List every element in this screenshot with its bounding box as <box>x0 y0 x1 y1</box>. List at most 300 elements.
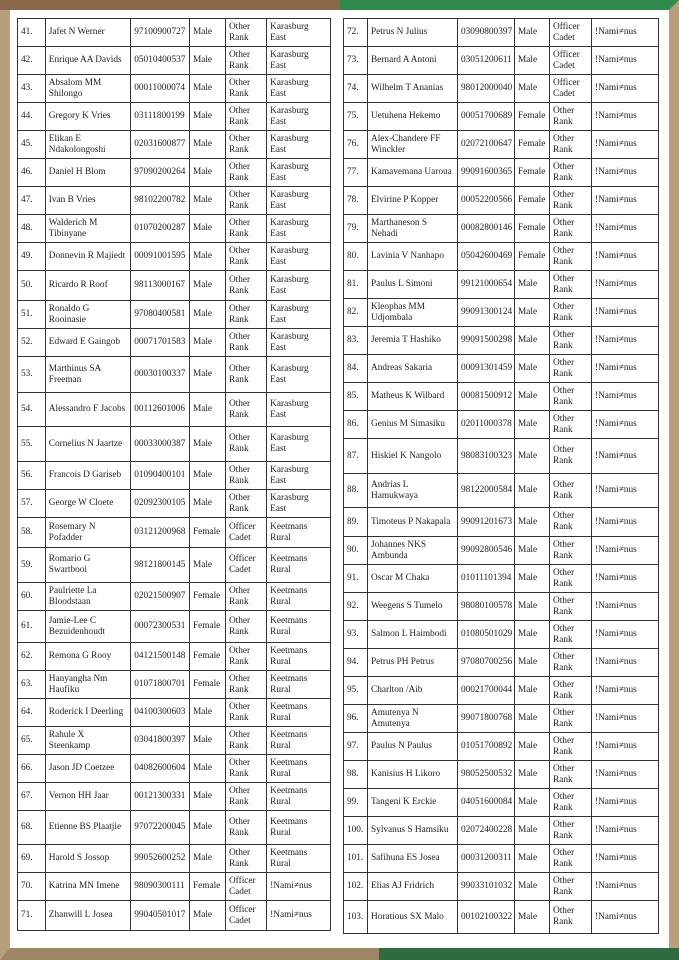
id-number-cell: 98121800145 <box>131 548 190 583</box>
gender-cell: Male <box>189 271 225 301</box>
rank-cell: Other Rank <box>225 699 266 727</box>
constituency-cell: !Nami≠nus <box>592 845 659 873</box>
row-number: 49. <box>18 243 46 271</box>
id-number-cell: 98102200782 <box>131 187 190 215</box>
constituency-cell: Karasburg East <box>267 301 331 329</box>
name-cell: George W Cloete <box>45 490 130 518</box>
rank-cell: Other Rank <box>550 621 592 649</box>
constituency-cell: !Nami≠nus <box>592 677 659 705</box>
row-number: 88. <box>344 474 368 508</box>
id-number-cell: 98052500532 <box>458 761 515 789</box>
id-number-cell: 00102100322 <box>458 901 515 934</box>
constituency-cell: Karasburg East <box>267 490 331 518</box>
id-number-cell: 02011000378 <box>458 411 515 439</box>
gender-cell: Male <box>515 508 550 537</box>
name-cell: Matheus K Wilbard <box>368 383 458 411</box>
name-cell: Ivan B Vries <box>45 187 130 215</box>
row-number: 77. <box>344 159 368 187</box>
id-number-cell: 99040501017 <box>131 901 190 931</box>
constituency-cell: Keetmans Rural <box>267 583 331 611</box>
row-number: 93. <box>344 621 368 649</box>
table-row <box>18 75 331 103</box>
row-number: 56. <box>18 462 46 490</box>
gender-cell: Male <box>515 75 550 103</box>
id-number-cell: 00021700044 <box>458 677 515 705</box>
gender-cell: Male <box>515 47 550 75</box>
rank-cell: Other Rank <box>225 271 266 301</box>
constituency-cell: !Nami≠nus <box>592 187 659 215</box>
name-cell: Jamie-Lee C Bezuidenhoudt <box>45 611 130 643</box>
gender-cell: Male <box>515 271 550 299</box>
constituency-cell: Karasburg East <box>267 159 331 187</box>
constituency-cell: !Nami≠nus <box>592 75 659 103</box>
name-cell: Kleophas MM Udjombala <box>368 299 458 327</box>
table-row <box>344 439 659 474</box>
table-row <box>344 243 659 271</box>
name-cell: Ronaldo G Rooinasie <box>45 301 130 329</box>
table-row <box>18 583 331 611</box>
row-number: 79. <box>344 215 368 243</box>
name-cell: Gregory K Vries <box>45 103 130 131</box>
rank-cell: Other Rank <box>225 490 266 518</box>
row-number: 86. <box>344 411 368 439</box>
name-cell: Zhanwill L Josea <box>45 901 130 931</box>
row-number: 42. <box>18 47 46 75</box>
name-cell: Cornelius N Jaartze <box>45 427 130 462</box>
gender-cell: Male <box>189 783 225 811</box>
row-number: 68. <box>18 811 46 845</box>
id-number-cell: 00051700689 <box>458 103 515 131</box>
row-number: 103. <box>344 901 368 934</box>
gender-cell: Male <box>189 187 225 215</box>
gender-cell: Male <box>189 548 225 583</box>
rank-cell: Other Rank <box>550 474 592 508</box>
name-cell: Hanyangha Nm Haufiku <box>45 671 130 699</box>
rank-cell: Other Rank <box>225 427 266 462</box>
constituency-cell: Karasburg East <box>267 19 331 47</box>
rank-cell: Other Rank <box>225 131 266 159</box>
id-number-cell: 00030100337 <box>131 357 190 393</box>
rank-cell: Other Rank <box>225 611 266 643</box>
row-number: 82. <box>344 299 368 327</box>
id-number-cell: 02072400228 <box>458 817 515 845</box>
row-number: 55. <box>18 427 46 462</box>
constituency-cell: !Nami≠nus <box>592 103 659 131</box>
rank-cell: Other Rank <box>550 705 592 733</box>
id-number-cell: 03051200611 <box>458 47 515 75</box>
gender-cell: Male <box>189 357 225 393</box>
name-cell: Elias AJ Fridrich <box>368 873 458 901</box>
table-row <box>344 845 659 873</box>
row-number: 67. <box>18 783 46 811</box>
constituency-cell: Keetmans Rural <box>267 811 331 845</box>
constituency-cell: !Nami≠nus <box>592 873 659 901</box>
row-number: 50. <box>18 271 46 301</box>
name-cell: Elikan E Ndakolongoshi <box>45 131 130 159</box>
table-row <box>18 518 331 548</box>
gender-cell: Male <box>189 243 225 271</box>
constituency-cell: !Nami≠nus <box>592 649 659 677</box>
rank-cell: Other Rank <box>550 537 592 565</box>
id-number-cell: 97090200264 <box>131 159 190 187</box>
rank-cell: Officer Cadet <box>550 75 592 103</box>
rank-cell: Officer Cadet <box>225 518 266 548</box>
id-number-cell: 99091500298 <box>458 327 515 355</box>
name-cell: Paulriette La Bloodstaan <box>45 583 130 611</box>
row-number: 85. <box>344 383 368 411</box>
row-number: 71. <box>18 901 46 931</box>
gender-cell: Male <box>189 427 225 462</box>
table-row <box>344 411 659 439</box>
name-cell: Uetuhena Hekemo <box>368 103 458 131</box>
rank-cell: Other Rank <box>550 733 592 761</box>
name-cell: Weegens S Tumelo <box>368 593 458 621</box>
id-number-cell: 98113000167 <box>131 271 190 301</box>
row-number: 44. <box>18 103 46 131</box>
rank-cell: Other Rank <box>225 811 266 845</box>
row-number: 57. <box>18 490 46 518</box>
table-row <box>18 901 331 931</box>
row-number: 65. <box>18 727 46 755</box>
rank-cell: Other Rank <box>225 301 266 329</box>
row-number: 78. <box>344 187 368 215</box>
id-number-cell: 98080100578 <box>458 593 515 621</box>
row-number: 94. <box>344 649 368 677</box>
table-row <box>344 131 659 159</box>
table-row <box>344 508 659 537</box>
constituency-cell: !Nami≠nus <box>592 621 659 649</box>
rank-cell: Officer Cadet <box>225 548 266 583</box>
constituency-cell: !Nami≠nus <box>267 901 331 931</box>
gender-cell: Male <box>189 47 225 75</box>
table-row <box>18 427 331 462</box>
gender-cell: Male <box>189 393 225 427</box>
rank-cell: Other Rank <box>550 649 592 677</box>
table-row <box>18 699 331 727</box>
gender-cell: Male <box>189 19 225 47</box>
constituency-cell: !Nami≠nus <box>592 243 659 271</box>
table-row <box>18 187 331 215</box>
rank-cell: Other Rank <box>225 393 266 427</box>
name-cell: Salmon L Haimbodi <box>368 621 458 649</box>
row-number: 66. <box>18 755 46 783</box>
id-number-cell: 99091300124 <box>458 299 515 327</box>
id-number-cell: 98122000584 <box>458 474 515 508</box>
name-cell: Alessandro F Jacobs <box>45 393 130 427</box>
name-cell: Jason JD Coetzee <box>45 755 130 783</box>
rank-cell: Other Rank <box>550 159 592 187</box>
row-number: 41. <box>18 19 46 47</box>
name-cell: Bernard A Antoni <box>368 47 458 75</box>
row-number: 96. <box>344 705 368 733</box>
constituency-cell: !Nami≠nus <box>592 565 659 593</box>
table-row <box>344 537 659 565</box>
gender-cell: Male <box>515 677 550 705</box>
constituency-cell: !Nami≠nus <box>592 474 659 508</box>
rank-cell: Officer Cadet <box>225 873 266 901</box>
rank-cell: Other Rank <box>550 271 592 299</box>
gender-cell: Female <box>189 671 225 699</box>
constituency-cell: !Nami≠nus <box>592 761 659 789</box>
row-number: 91. <box>344 565 368 593</box>
rank-cell: Other Rank <box>550 845 592 873</box>
id-number-cell: 00081500912 <box>458 383 515 411</box>
name-cell: Amutenya N Amutenya <box>368 705 458 733</box>
gender-cell: Male <box>515 411 550 439</box>
id-number-cell: 04051600084 <box>458 789 515 817</box>
table-row <box>18 357 331 393</box>
constituency-cell: Keetmans Rural <box>267 727 331 755</box>
rank-cell: Other Rank <box>550 299 592 327</box>
name-cell: Wilhelm T Ananias <box>368 75 458 103</box>
id-number-cell: 00112601006 <box>131 393 190 427</box>
rank-cell: Other Rank <box>550 215 592 243</box>
rank-cell: Other Rank <box>550 187 592 215</box>
gender-cell: Male <box>189 131 225 159</box>
id-number-cell: 98012000040 <box>458 75 515 103</box>
row-number: 97. <box>344 733 368 761</box>
gender-cell: Male <box>515 817 550 845</box>
gender-cell: Male <box>515 355 550 383</box>
rank-cell: Other Rank <box>225 727 266 755</box>
constituency-cell: Keetmans Rural <box>267 611 331 643</box>
table-row <box>18 811 331 845</box>
id-number-cell: 99092800546 <box>458 537 515 565</box>
gender-cell: Male <box>189 329 225 357</box>
table-row <box>344 159 659 187</box>
table-row <box>344 677 659 705</box>
table-row <box>18 845 331 873</box>
table-row <box>18 103 331 131</box>
id-number-cell: 02092300105 <box>131 490 190 518</box>
table-row <box>18 611 331 643</box>
constituency-cell: Karasburg East <box>267 243 331 271</box>
constituency-cell: !Nami≠nus <box>592 789 659 817</box>
table-row <box>344 817 659 845</box>
gender-cell: Male <box>189 727 225 755</box>
gender-cell: Female <box>189 643 225 671</box>
row-number: 59. <box>18 548 46 583</box>
id-number-cell: 04100300603 <box>131 699 190 727</box>
name-cell: Donnevin R Majiedt <box>45 243 130 271</box>
table-row <box>344 761 659 789</box>
gender-cell: Female <box>189 873 225 901</box>
row-number: 43. <box>18 75 46 103</box>
name-cell: Andreas Sakaria <box>368 355 458 383</box>
row-number: 80. <box>344 243 368 271</box>
rank-cell: Other Rank <box>225 47 266 75</box>
constituency-cell: !Nami≠nus <box>592 537 659 565</box>
id-number-cell: 97100900727 <box>131 19 190 47</box>
id-number-cell: 05010400537 <box>131 47 190 75</box>
table-row <box>18 301 331 329</box>
gender-cell: Male <box>189 75 225 103</box>
id-number-cell: 99052600252 <box>131 845 190 873</box>
rank-cell: Other Rank <box>550 677 592 705</box>
rank-cell: Other Rank <box>550 383 592 411</box>
table-row <box>344 383 659 411</box>
id-number-cell: 04082600604 <box>131 755 190 783</box>
row-number: 60. <box>18 583 46 611</box>
constituency-cell: Karasburg East <box>267 271 331 301</box>
table-row <box>344 75 659 103</box>
name-cell: Marthaneson S Nehadi <box>368 215 458 243</box>
rank-cell: Other Rank <box>550 761 592 789</box>
name-cell: Kanisius H Likoro <box>368 761 458 789</box>
row-number: 48. <box>18 215 46 243</box>
constituency-cell: Karasburg East <box>267 393 331 427</box>
table-row <box>18 271 331 301</box>
id-number-cell: 01070200287 <box>131 215 190 243</box>
table-row <box>18 643 331 671</box>
constituency-cell: !Nami≠nus <box>592 439 659 474</box>
id-number-cell: 98083100323 <box>458 439 515 474</box>
id-number-cell: 00071701583 <box>131 329 190 357</box>
row-number: 87. <box>344 439 368 474</box>
name-cell: Genius M Simasiku <box>368 411 458 439</box>
gender-cell: Female <box>515 159 550 187</box>
gender-cell: Male <box>189 845 225 873</box>
rank-cell: Other Rank <box>550 103 592 131</box>
table-row <box>18 727 331 755</box>
table-row <box>18 47 331 75</box>
gender-cell: Male <box>189 699 225 727</box>
gender-cell: Male <box>515 761 550 789</box>
constituency-cell: !Nami≠nus <box>592 47 659 75</box>
table-row <box>344 901 659 934</box>
name-cell: Marthinus SA Freeman <box>45 357 130 393</box>
name-cell: Petrus N Julius <box>368 19 458 47</box>
row-number: 99. <box>344 789 368 817</box>
gender-cell: Male <box>515 621 550 649</box>
constituency-cell: Keetmans Rural <box>267 783 331 811</box>
row-number: 84. <box>344 355 368 383</box>
table-row <box>344 327 659 355</box>
row-number: 75. <box>344 103 368 131</box>
row-number: 89. <box>344 508 368 537</box>
gender-cell: Female <box>515 131 550 159</box>
id-number-cell: 02031600877 <box>131 131 190 159</box>
row-number: 102. <box>344 873 368 901</box>
name-cell: Enrique AA Davids <box>45 47 130 75</box>
constituency-cell: !Nami≠nus <box>592 159 659 187</box>
row-number: 51. <box>18 301 46 329</box>
gender-cell: Male <box>515 649 550 677</box>
table-row <box>18 755 331 783</box>
id-number-cell: 03111800199 <box>131 103 190 131</box>
id-number-cell: 99071800768 <box>458 705 515 733</box>
row-number: 101. <box>344 845 368 873</box>
table-row <box>344 621 659 649</box>
constituency-cell: Karasburg East <box>267 427 331 462</box>
id-number-cell: 03090800397 <box>458 19 515 47</box>
id-number-cell: 01090400101 <box>131 462 190 490</box>
row-number: 69. <box>18 845 46 873</box>
table-row <box>18 548 331 583</box>
id-number-cell: 99121000654 <box>458 271 515 299</box>
gender-cell: Male <box>515 593 550 621</box>
id-number-cell: 04121500148 <box>131 643 190 671</box>
name-cell: Absalom MM Shilongo <box>45 75 130 103</box>
id-number-cell: 03041800397 <box>131 727 190 755</box>
table-row <box>344 733 659 761</box>
gender-cell: Male <box>189 755 225 783</box>
name-cell: Sylvanus S Hamsiku <box>368 817 458 845</box>
row-number: 62. <box>18 643 46 671</box>
constituency-cell: !Nami≠nus <box>592 508 659 537</box>
table-row <box>18 19 331 47</box>
rank-cell: Other Rank <box>225 462 266 490</box>
row-number: 47. <box>18 187 46 215</box>
constituency-cell: Keetmans Rural <box>267 643 331 671</box>
constituency-cell: Karasburg East <box>267 47 331 75</box>
row-number: 83. <box>344 327 368 355</box>
gender-cell: Male <box>515 845 550 873</box>
gender-cell: Female <box>515 103 550 131</box>
rank-cell: Officer Cadet <box>550 47 592 75</box>
row-number: 92. <box>344 593 368 621</box>
gender-cell: Male <box>189 301 225 329</box>
name-cell: Tangeni K Erckie <box>368 789 458 817</box>
table-row <box>18 490 331 518</box>
rank-cell: Other Rank <box>225 159 266 187</box>
gender-cell: Male <box>515 789 550 817</box>
constituency-cell: !Nami≠nus <box>592 215 659 243</box>
name-cell: Petrus PH Petrus <box>368 649 458 677</box>
gender-cell: Male <box>515 901 550 934</box>
gender-cell: Male <box>515 705 550 733</box>
table-row <box>344 299 659 327</box>
table-row <box>344 187 659 215</box>
rank-cell: Other Rank <box>225 583 266 611</box>
name-cell: Jafet N Werner <box>45 19 130 47</box>
rank-cell: Other Rank <box>225 783 266 811</box>
table-row <box>344 47 659 75</box>
rank-cell: Other Rank <box>550 817 592 845</box>
constituency-cell: Keetmans Rural <box>267 699 331 727</box>
rank-cell: Officer Cadet <box>225 901 266 931</box>
rank-cell: Other Rank <box>225 643 266 671</box>
table-row <box>18 393 331 427</box>
gender-cell: Male <box>189 215 225 243</box>
rank-cell: Other Rank <box>550 243 592 271</box>
rank-cell: Other Rank <box>550 565 592 593</box>
rank-cell: Other Rank <box>225 19 266 47</box>
name-cell: Safihuna ES Josea <box>368 845 458 873</box>
row-number: 72. <box>344 19 368 47</box>
id-number-cell: 00072300531 <box>131 611 190 643</box>
id-number-cell: 99091201673 <box>458 508 515 537</box>
gender-cell: Male <box>189 901 225 931</box>
rank-cell: Other Rank <box>225 187 266 215</box>
rank-cell: Other Rank <box>550 508 592 537</box>
row-number: 76. <box>344 131 368 159</box>
gender-cell: Male <box>515 565 550 593</box>
rank-cell: Other Rank <box>225 357 266 393</box>
name-cell: Ricardo R Roof <box>45 271 130 301</box>
id-number-cell: 02021500907 <box>131 583 190 611</box>
name-cell: Walderich M Tibinyane <box>45 215 130 243</box>
gender-cell: Female <box>515 187 550 215</box>
constituency-cell: Karasburg East <box>267 215 331 243</box>
gender-cell: Female <box>515 243 550 271</box>
id-number-cell: 00091001595 <box>131 243 190 271</box>
rank-cell: Other Rank <box>550 593 592 621</box>
table-row <box>344 271 659 299</box>
name-cell: Oscar M Chaka <box>368 565 458 593</box>
table-row <box>344 565 659 593</box>
table-row <box>344 649 659 677</box>
